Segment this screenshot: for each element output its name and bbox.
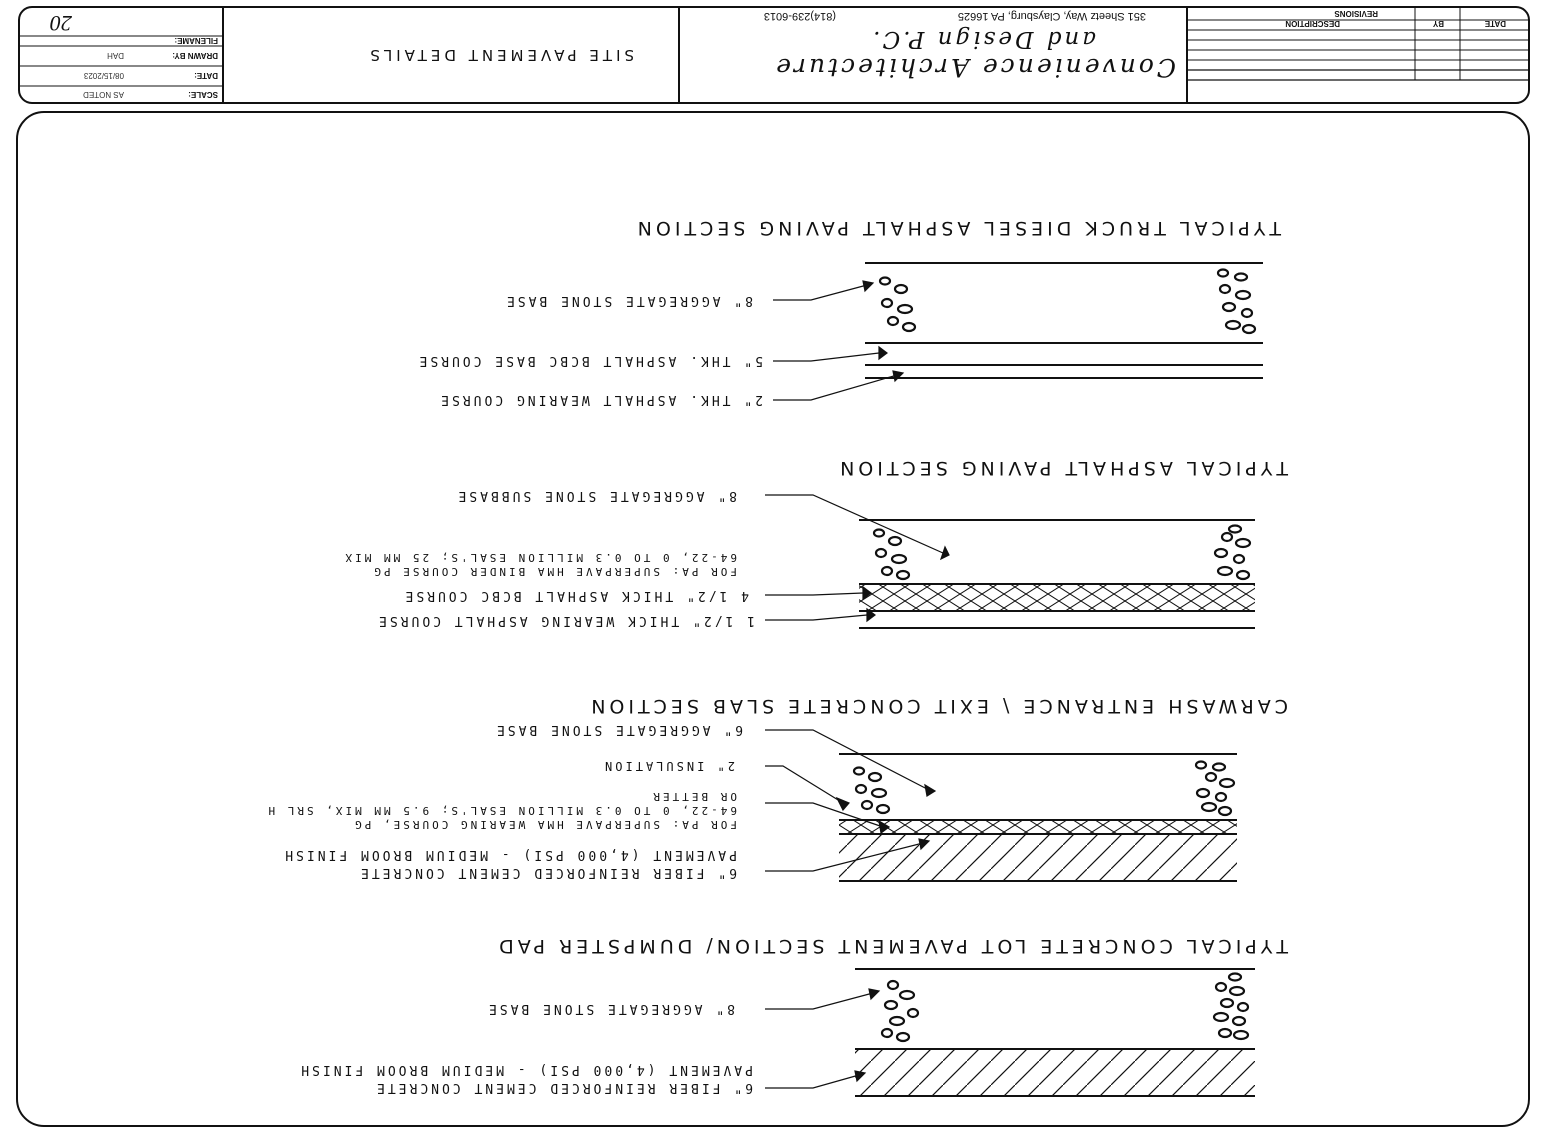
date-label: DATE: (194, 71, 218, 80)
revisions-grid (1188, 8, 1528, 102)
drawn-by-value: DAH (107, 51, 124, 60)
drawing-area (16, 111, 1530, 1127)
firm-divider (1185, 32, 1189, 72)
filename-label: FILENAME: (174, 36, 218, 45)
callout-bcbc-base-course: 5" THK. ASPHALT BCBC BASE COURSE (416, 353, 763, 368)
info-block (20, 8, 224, 102)
callout-stone-base: 8" AGGREGATE STONE BASE (503, 293, 753, 308)
filename-value: 20 (50, 11, 72, 36)
sheet-title-block (224, 8, 680, 102)
callout-wearing-course: 2" THK. ASPHALT WEARING COURSE (438, 392, 763, 407)
firm-block (680, 8, 1188, 102)
callout-concrete-slab: 6" FIBER REINFORCED CEMENT CONCRETE PAVEMENT (4,000 PSI) - MEDIUM BROOM FINISH (282, 847, 737, 880)
callout-binder-course-spec: FOR PA: SUPERPAVE HMA BINDER COURSE PG 64-22, 0 TO 0.3 MILLION ESAL'S; 25 MM MIX (342, 551, 737, 578)
detail-title: TYPICAL ASPHALT PAVING SECTION (836, 457, 1288, 479)
callout-stone-base: 6" AGGREGATE STONE BASE (493, 722, 743, 737)
date-value: 08/15/2023 (83, 71, 124, 80)
scale-value: AS NOTED (83, 90, 124, 99)
firm-name-line2: and Design P.C. (870, 26, 1096, 52)
firm-name-line1: Convenience Architecture (773, 53, 1176, 82)
firm-address: 351 Sheetz Way, Claysburg, PA 16625 (957, 10, 1146, 22)
detail-title: CARWASH ENTRANCE \ EXIT CONCRETE SLAB SECTION (587, 695, 1288, 717)
callout-wearing-course: 1 1/2" THICK WEARING ASPHALT COURSE (376, 613, 755, 628)
callout-stone-base: 8" AGGREGATE STONE BASE (485, 1001, 735, 1016)
revisions-header: REVISIONS (1334, 9, 1378, 18)
detail-title: TYPICAL CONCRETE LOT PAVEMENT SECTION/ DUMPSTER PAD (495, 935, 1288, 957)
revisions-col-by: BY (1432, 19, 1444, 28)
sheet-title: SITE PAVEMENT DETAILS (366, 46, 634, 64)
callout-wearing-course: FOR PA: SUPERPAVE HMA WEARING COURSE, PG 64-22, 0 TO 0.3 MILLION ESAL'S; 9.5 MM MIX, SRL H OR BETTER (265, 790, 737, 831)
revisions-block (1188, 8, 1528, 102)
callout-insulation: 2" INSULATION (602, 759, 735, 773)
callout-bcbc-course: 4 1/2" THICK ASPHALT BCBC COURSE (402, 588, 749, 603)
callout-concrete-pavement: 6" FIBER REINFORCED CEMENT CONCRETE PAVEMENT (4,000 PSI) - MEDIUM BROOM FINISH (298, 1062, 753, 1095)
scale-label: SCALE: (188, 90, 218, 99)
callout-stone-subbase: 8" AGGREGATE STONE SUBBASE (455, 488, 737, 503)
detail-title: TYPICAL TRUCK DIESEL ASPHALT PAVING SECTION (633, 217, 1281, 239)
revisions-col-date: DATE (1484, 19, 1506, 28)
firm-phone: (814)239-6013 (763, 10, 836, 22)
drawn-by-label: DRAWN BY: (172, 51, 218, 60)
revisions-col-description: DESCRIPTION (1285, 19, 1340, 28)
